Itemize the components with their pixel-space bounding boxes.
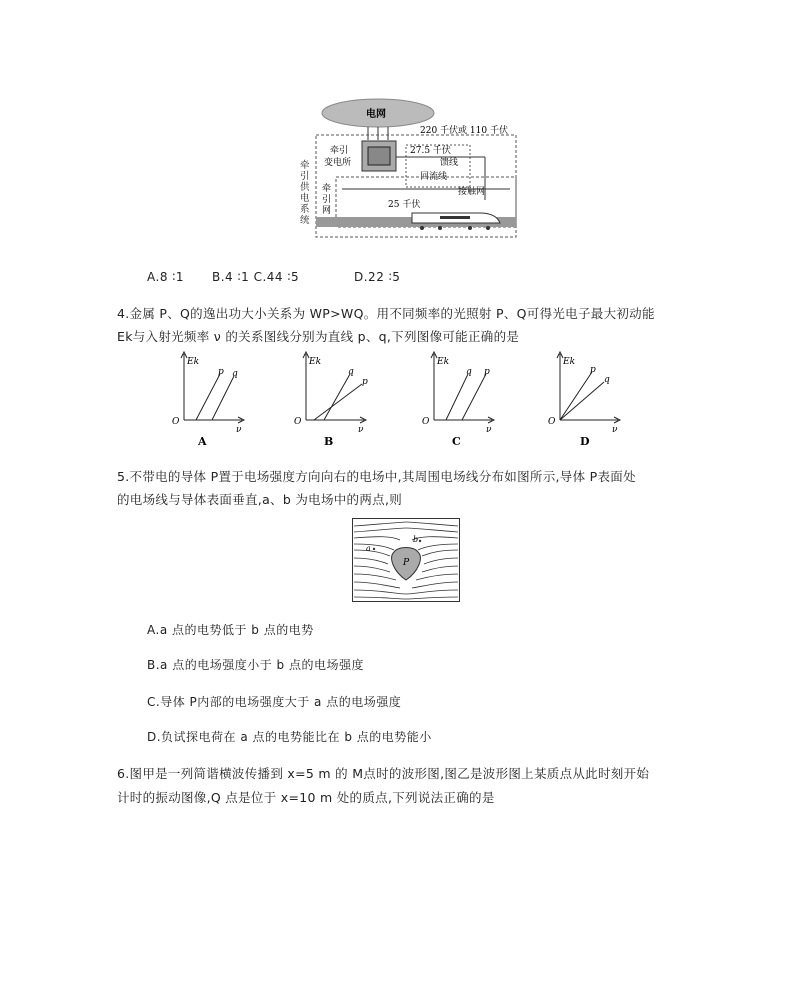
- q5-option-d: D.负试探电荷在 a 点的电势能比在 b 点的电势能小: [147, 730, 432, 744]
- supply-system-label: [300, 160, 310, 226]
- q6-stem-line1: 6.图甲是一列简谐横波传播到 x=5 m 的 M点时的波形图,图乙是波形图上某质点从此时刻开始: [117, 766, 650, 781]
- graph-A: [172, 352, 244, 448]
- q3-option-a: A.8 ∶1: [147, 270, 185, 284]
- graph-D-line2: q: [604, 375, 610, 385]
- graph-D-line1: p: [590, 365, 596, 375]
- q5-option-c: C.导体 P内部的电场强度大于 a 点的电场强度: [147, 695, 402, 709]
- point-a-label: a: [366, 544, 371, 553]
- supply-char: 牵: [300, 160, 310, 171]
- graph-D-label: D: [580, 435, 590, 448]
- graph-B-line1: q: [348, 367, 354, 377]
- graph-B-xlabel: ν: [358, 425, 364, 435]
- q3-option-bc: B.4 ∶1 C.44 ∶5: [212, 270, 300, 284]
- q5-option-b: B.a 点的电场强度小于 b 点的电场强度: [147, 658, 364, 672]
- q6-stem-line2: 计时的振动图像,Q 点是位于 x=10 m 处的质点,下列说法正确的是: [117, 790, 495, 805]
- graph-C-line1: q: [466, 367, 472, 377]
- traction-net-3: 网: [322, 206, 332, 216]
- graph-C-ylabel: Ek: [437, 357, 450, 367]
- voltage-feed-label: 27.5 千伏: [410, 146, 451, 156]
- q5-stem-line2: 的电场线与导体表面垂直,a、b 为电场中的两点,则: [117, 492, 403, 507]
- graph-B-line2: p: [362, 377, 368, 387]
- graph-C-line2: p: [484, 367, 490, 377]
- contact-net-label: 接触网: [458, 187, 486, 197]
- supply-char: 供: [300, 182, 310, 193]
- graph-A-label: A: [198, 435, 207, 448]
- graph-D-ylabel: Ek: [563, 357, 576, 367]
- graph-A-line2: q: [232, 369, 238, 379]
- q4-stem-line2: Ek与入射光频率 ν 的关系图线分别为直线 p、q,下列图像可能正确的是: [117, 329, 520, 344]
- traction-net-1: 牵: [322, 184, 332, 194]
- graph-C-label: C: [452, 435, 461, 448]
- voltage-net-label: 25 千伏: [388, 200, 421, 210]
- graph-B-origin: O: [294, 417, 302, 427]
- q5-stem-line1: 5.不带电的导体 P置于电场强度方向向右的电场中,其周围电场线分布如图所示,导体 P表面处: [117, 469, 636, 484]
- substation-label-2: 变电所: [324, 158, 352, 168]
- graph-C-origin: O: [422, 417, 430, 427]
- graph-A-origin: O: [172, 417, 180, 427]
- supply-char: 引: [300, 171, 310, 182]
- supply-char: 统: [300, 215, 310, 226]
- traction-net-2: 引: [322, 195, 332, 205]
- feeder-label: 馈线: [440, 158, 459, 168]
- substation-label-1: 牵引: [330, 146, 349, 156]
- graph-C-xlabel: ν: [486, 425, 492, 435]
- field-line-diagram: [352, 518, 460, 602]
- graph-A-ylabel: Ek: [187, 357, 200, 367]
- graph-D: [548, 352, 620, 448]
- graph-B-label: B: [324, 435, 334, 448]
- graph-A-line1: p: [218, 367, 224, 377]
- rail-supply-diagram: [290, 95, 530, 245]
- graph-D-xlabel: ν: [612, 425, 618, 435]
- graph-D-origin: O: [548, 417, 556, 427]
- supply-char: 电: [300, 193, 310, 204]
- graph-B: [294, 352, 368, 448]
- conductor-p-label: P: [403, 558, 410, 568]
- graph-B-ylabel: Ek: [309, 357, 322, 367]
- q5-option-a: A.a 点的电势低于 b 点的电势: [147, 623, 314, 637]
- q4-graphs: [170, 350, 630, 450]
- return-line-label: 回流线: [420, 172, 448, 182]
- q3-option-d: D.22 ∶5: [354, 270, 401, 284]
- grid-label: 电网: [366, 109, 386, 120]
- graph-C: [422, 352, 494, 448]
- voltage-in-label: 220 千伏或 110 千伏: [420, 126, 508, 136]
- q4-stem-line1: 4.金属 P、Q的逸出功大小关系为 WP>WQ。用不同频率的光照射 P、Q可得光电子最大初动能: [117, 306, 655, 321]
- point-b-label: b: [413, 535, 419, 544]
- supply-char: 系: [300, 204, 310, 215]
- graph-A-xlabel: ν: [236, 425, 242, 435]
